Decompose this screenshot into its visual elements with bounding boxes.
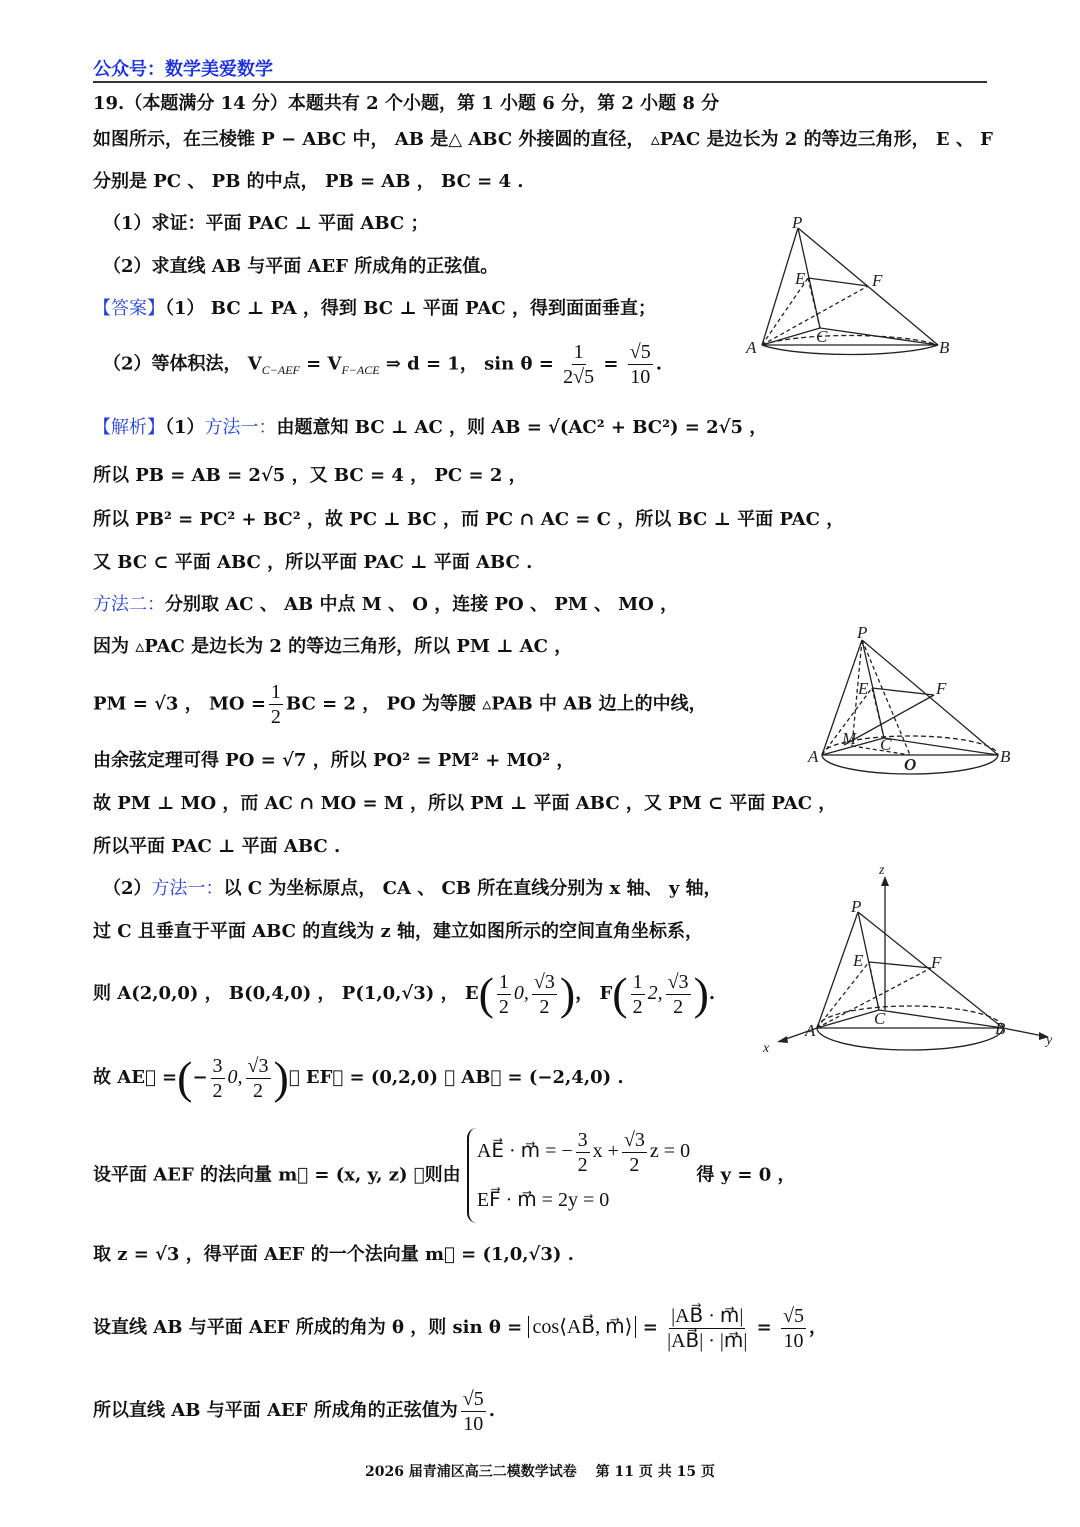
label-e: E [853, 951, 864, 970]
label-a: A [746, 338, 757, 357]
analysis-line-2: 所以 PB = AB = 2√5 ，又 BC = 4 ， PC = 2 ， [93, 465, 527, 486]
label-m: M [842, 729, 857, 748]
denominator: 2 [270, 706, 281, 728]
denominator: 2 [212, 1079, 223, 1102]
answer-label: 【答案】 [93, 298, 165, 319]
fraction [667, 1304, 747, 1353]
fraction [666, 970, 691, 1019]
analysis-text: PM = √3 ， MO = [93, 693, 266, 715]
paren: ) [273, 1052, 289, 1103]
fraction [497, 970, 511, 1019]
numerator: 3 [577, 1129, 588, 1151]
analysis-line-7 [93, 680, 707, 729]
coord: 2, [647, 982, 663, 1004]
label-e: E [858, 679, 869, 698]
numerator: √5 [629, 341, 651, 363]
axis-arrows [777, 876, 1049, 1043]
denominator: 2 [632, 995, 643, 1018]
eq-text: z = 0 [649, 1140, 691, 1163]
base-circle-front [762, 345, 938, 355]
denominator: 10 [783, 1329, 804, 1352]
analysis-line-9: 故 PM ⊥ MO ，而 AC ∩ MO = M ，所以 PM ⊥ 平面 ABC ，又 PM ⊂ 平面 PAC ， [93, 793, 837, 814]
numerator: √5 [783, 1304, 805, 1327]
account-header: 公众号：数学美爱数学 [93, 59, 273, 80]
numerator: √3 [247, 1054, 269, 1077]
numerator: √3 [533, 970, 555, 993]
page-footer: 2026 届青浦区高三二模数学试卷 第 11 页 共 15 页 [364, 1464, 716, 1480]
numerator: 1 [632, 970, 643, 993]
analysis-line-8: 由余弦定理可得 PO = √7 ，所以 PO² = PM² + MO² ， [93, 750, 575, 771]
pyramid-figure-1 [740, 210, 960, 370]
answer-2-text: （2）等体积法， V [103, 353, 262, 375]
coord: 0, [227, 1066, 243, 1088]
denominator: 10 [630, 366, 651, 388]
part-number: （1） [165, 417, 205, 438]
eq-text: AE⃗ · m⃗ = − [476, 1140, 573, 1163]
part2-line-7 [93, 1296, 827, 1359]
method-label: 方法一： [204, 417, 277, 438]
answer-2-text: ⇒ d = 1， sin θ = [379, 353, 554, 375]
label-x: x [763, 1041, 770, 1056]
comma: ， [809, 1317, 828, 1338]
fraction [781, 1304, 806, 1353]
part2-line-1 [103, 877, 722, 901]
question-part-2: （2）求直线 AB 与平面 AEF 所成角的正弦值。 [103, 256, 499, 277]
label-e: E [795, 269, 806, 288]
label-b: B [1000, 747, 1011, 766]
answer-line-1 [93, 297, 656, 321]
paren: ( [478, 968, 494, 1019]
equals: = [642, 1317, 658, 1338]
subscript: F−ACE [341, 363, 380, 378]
label-c: C [816, 327, 828, 346]
header-divider [93, 81, 987, 83]
fraction [622, 1128, 647, 1177]
fraction [563, 340, 594, 389]
equation-system [467, 1128, 690, 1223]
abs-cos: cos⟨AB⃗, m⃗⟩ [528, 1316, 636, 1338]
analysis-line-3: 所以 PB² = PC² + BC² ，故 PC ⊥ BC ，而 PC ∩ AC = C ，所以 BC ⊥ 平面 PAC ， [93, 509, 845, 530]
analysis-text: ， F [575, 983, 613, 1004]
label-c: C [874, 1009, 886, 1028]
analysis-text: 设直线 AB 与平面 AEF 所成的角为 θ ，则 sin θ = [93, 1317, 523, 1338]
analysis-line-5 [93, 593, 678, 617]
analysis-text: ， EF⃗ = (0,2,0) ， AB⃗ = (−2,4,0) . [288, 1067, 624, 1088]
label-b: B [939, 338, 950, 357]
fraction [269, 680, 283, 729]
label-c: C [880, 735, 892, 754]
analysis-text: 故 AE⃗ = [93, 1067, 178, 1088]
fraction [628, 340, 653, 389]
part2-line-8 [93, 1380, 495, 1442]
subscript: C−AEF [261, 363, 300, 378]
denominator: 2√5 [563, 366, 595, 388]
numerator: 3 [212, 1054, 223, 1077]
denominator: 2 [539, 995, 550, 1018]
analysis-line-1 [93, 416, 767, 440]
paren: ) [693, 968, 709, 1019]
part2-line-2: 过 C 且垂直于平面 ABC 的直线为 z 轴，建立如图所示的空间直角坐标系， [93, 921, 703, 942]
method-label: 方法二： [93, 594, 165, 615]
numerator: |AB⃗ · m⃗| [671, 1304, 744, 1327]
analysis-label: 【解析】 [93, 417, 165, 438]
analysis-text: 以 C 为坐标原点， CA 、 CB 所在直线分别为 x 轴、 y 轴， [223, 878, 722, 899]
numerator: √3 [623, 1129, 645, 1151]
question-stem-2: 分别是 PC 、 PB 的中点， PB = AB ， BC = 4 . [93, 171, 524, 192]
answer-1-text: （1） BC ⊥ PA ，得到 BC ⊥ 平面 PAC ，得到面面垂直； [165, 298, 656, 319]
equals: = [756, 1317, 772, 1338]
question-part-1: （1）求证：平面 PAC ⊥ 平面 ABC ； [103, 213, 429, 234]
denominator: 2 [498, 995, 509, 1018]
answer-2-text: = V [299, 353, 342, 375]
answer-line-2 [103, 340, 662, 389]
numerator: 1 [270, 681, 281, 703]
label-f: F [872, 271, 883, 290]
denominator: 2 [577, 1154, 588, 1176]
label-f: F [936, 679, 947, 698]
label-o: O [904, 755, 917, 774]
analysis-text: 设平面 AEF 的法向量 m⃗ = (x, y, z) ，则由 [93, 1164, 461, 1186]
label-a: A [805, 1021, 816, 1040]
part-number: （2） [103, 878, 152, 899]
equation-1 [477, 1128, 690, 1177]
coordinate-figure-3 [755, 860, 1065, 1060]
period: . [708, 983, 716, 1004]
part2-line-4: 故 AE⃗ =(− $\frac{3}{2}$ 0, $\frac{√3}{2}$ )， EF⃗ = (0,2,0) ， AB⃗ = (−2,4,0) . [93, 1052, 624, 1103]
denominator: 2 [629, 1154, 640, 1176]
part2-line-5 [93, 1128, 796, 1223]
denominator: 10 [463, 1412, 484, 1435]
part2-line-6: 取 z = √3 ，得平面 AEF 的一个法向量 m⃗ = (1,0,√3) . [93, 1244, 574, 1265]
fraction [211, 1054, 225, 1103]
analysis-text: 得 y = 0 ， [696, 1164, 796, 1186]
label-p: P [792, 213, 803, 232]
period: . [488, 1400, 495, 1421]
question-heading: 19.（本题满分 14 分）本题共有 2 个小题，第 1 小题 6 分，第 2 小题 8 分 [93, 93, 720, 114]
analysis-line-4: 又 BC ⊂ 平面 ABC ，所以平面 PAC ⊥ 平面 ABC . [93, 552, 533, 573]
analysis-line-10: 所以平面 PAC ⊥ 平面 ABC . [93, 836, 341, 857]
denominator: 2 [673, 995, 684, 1018]
label-p: P [857, 623, 868, 642]
fraction [532, 970, 557, 1019]
analysis-text: 所以直线 AB 与平面 AEF 所成角的正弦值为 [93, 1400, 458, 1421]
denominator: 2 [253, 1079, 264, 1102]
label-y: y [1046, 1033, 1053, 1048]
paren: ) [559, 968, 576, 1019]
numerator: 1 [498, 970, 509, 993]
label-p: P [851, 897, 862, 916]
coord: 0, [513, 982, 529, 1004]
part2-line-3 [93, 962, 715, 1025]
paren: ( [177, 1052, 193, 1103]
analysis-text: 则 A(2,0,0) ， B(0,4,0) ， P(1,0,√3) ， E [93, 983, 479, 1004]
analysis-text: BC = 2 ， PO 为等腰 ▵PAB 中 AB 边上的中线， [285, 693, 707, 715]
label-f: F [931, 953, 942, 972]
fraction [246, 1054, 271, 1103]
equation-2: EF⃗ · m⃗ = 2y = 0 [476, 1189, 610, 1211]
numerator: √3 [667, 970, 689, 993]
period: . [655, 353, 663, 375]
label-a: A [808, 747, 819, 766]
fraction [576, 1128, 590, 1177]
numerator: 1 [573, 341, 584, 363]
eq-text: x + [592, 1140, 619, 1163]
paren: ( [612, 968, 628, 1019]
analysis-line-6: 因为 ▵PAC 是边长为 2 的等边三角形，所以 PM ⊥ AC ， [93, 636, 573, 657]
question-stem-1: 如图所示，在三棱锥 P − ABC 中， AB 是△ ABC 外接圆的直径， ▵PAC 是边长为 2 的等边三角形， E 、 F [93, 129, 993, 150]
analysis-text: 由题意知 BC ⊥ AC ，则 AB = √(AC² + BC²) = 2√5 ， [276, 417, 768, 438]
numerator: √5 [462, 1387, 484, 1410]
equals: = [603, 353, 619, 375]
fraction [461, 1387, 486, 1436]
fraction [631, 970, 645, 1019]
analysis-text: 分别取 AC 、 AB 中点 M 、 O ，连接 PO 、 PM 、 MO ， [165, 594, 679, 615]
label-z: z [879, 863, 885, 878]
denominator: |AB⃗| · |m⃗| [667, 1329, 748, 1352]
method-label: 方法一： [151, 878, 224, 899]
label-b: B [995, 1019, 1006, 1038]
pyramid-figure-2 [800, 620, 1030, 780]
